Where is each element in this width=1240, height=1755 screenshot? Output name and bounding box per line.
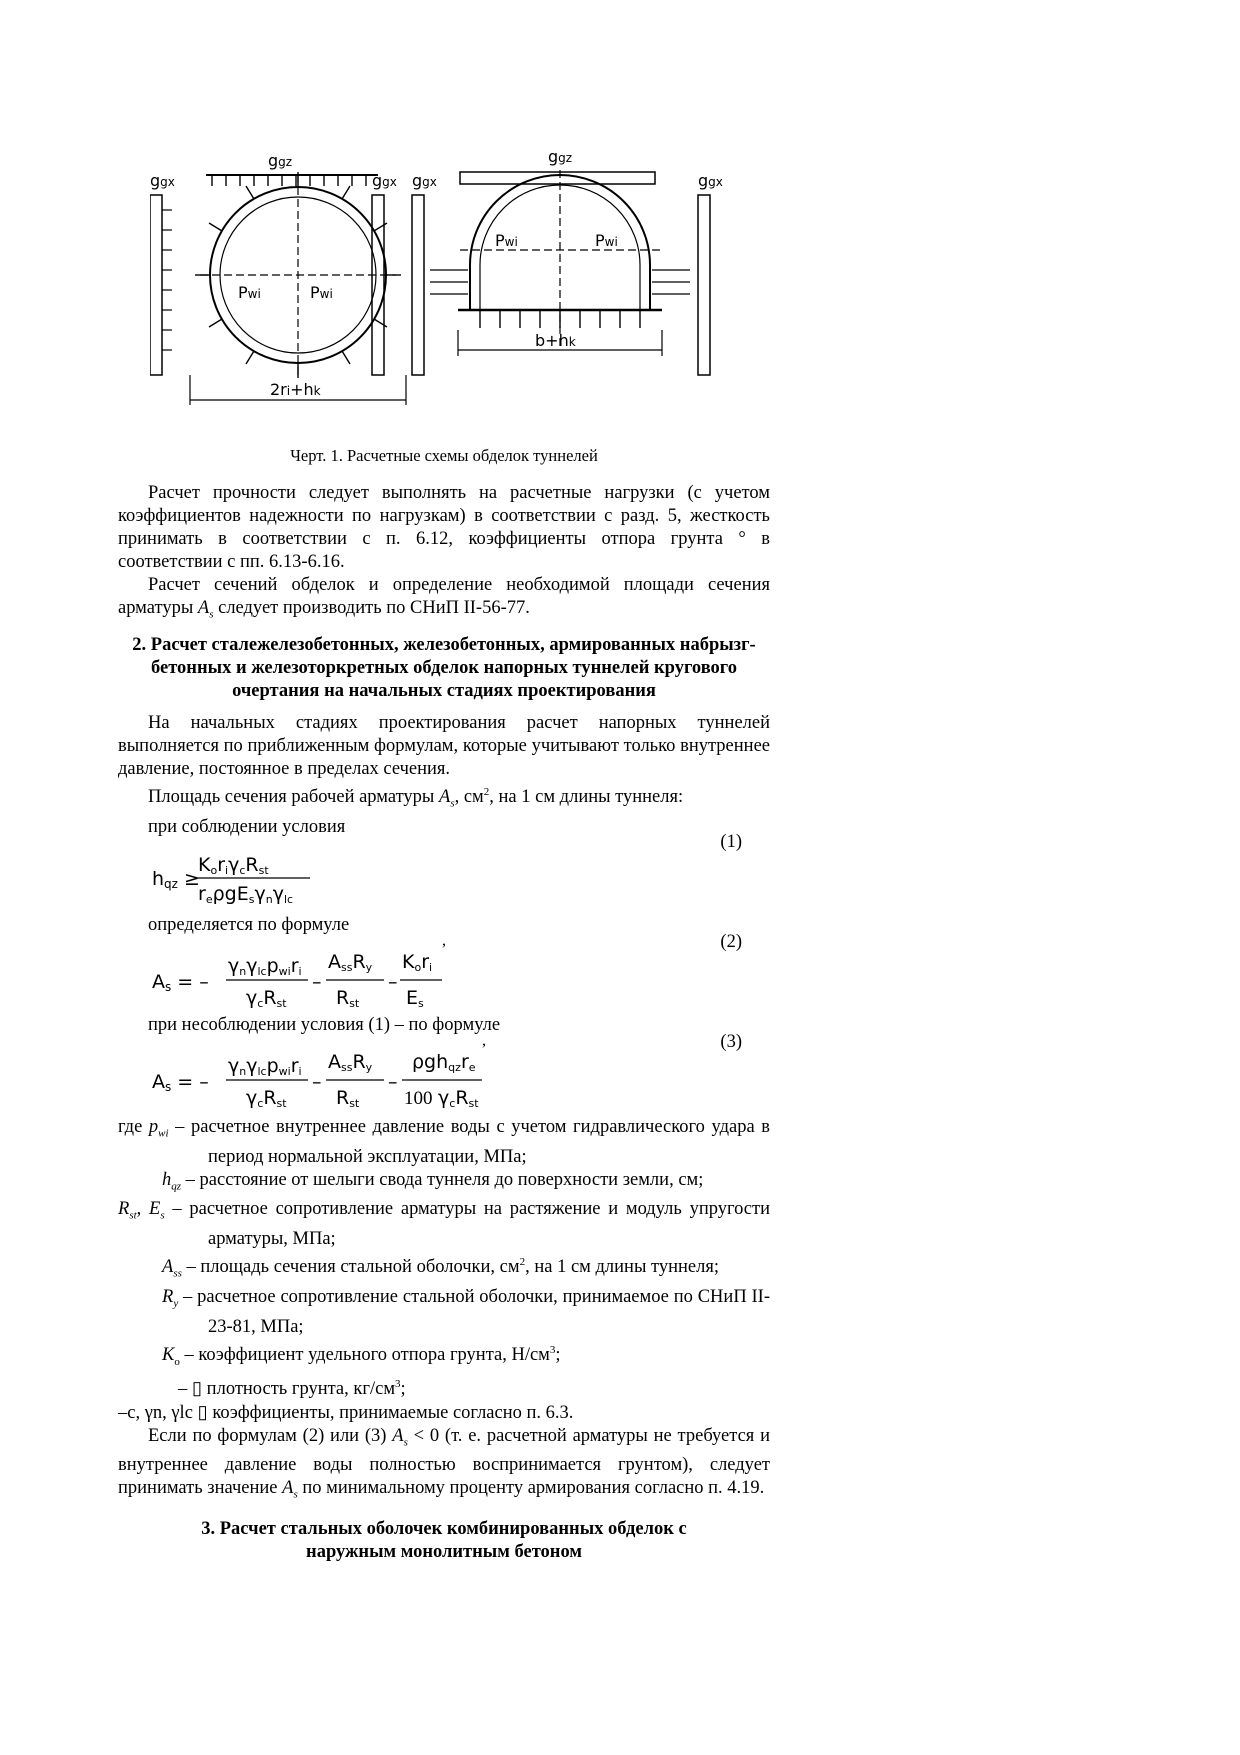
svg-text:γnγlcpwiri: γnγlcpwiri xyxy=(228,1055,302,1078)
text-block-1 xyxy=(118,482,770,627)
svg-text:γnγlcpwiri: γnγlcpwiri xyxy=(228,955,302,978)
equation-3: (3) , As = – γnγlcpwiri γcRst – AssRy Rst – ρghqzre 100 γcRst xyxy=(150,1032,770,1118)
equation-2: (2) , As = – γnγlcpwiri γcRst – AssRy Rst – Kori Es xyxy=(150,932,770,1016)
svg-text:AssRy: AssRy xyxy=(328,1051,373,1074)
label-dim-left: 2ri+hk xyxy=(270,380,321,399)
tunnel-scheme-figure xyxy=(150,150,750,410)
text-noncond: при несоблюдении условия (1) – по формуле xyxy=(148,1015,501,1035)
paragraph-3: На начальных стадиях проектирования расчет напорных туннелей выполняется по приближенным формулам, которые учитывают только внутреннее давление, постоянное в пределах сечения. xyxy=(118,713,770,779)
svg-text:γcRst: γcRst xyxy=(246,1087,287,1110)
svg-text:Es: Es xyxy=(406,987,424,1010)
label-g-gz-right: ggz xyxy=(548,150,573,166)
equation-1-formula xyxy=(150,838,470,918)
definitions-block xyxy=(118,1116,770,1507)
label-g-gx-left-right: ggx xyxy=(372,171,397,190)
text-block-2 xyxy=(118,712,770,839)
paragraph-2: Расчет сечений обделок и определение необходимой площади сечения арматуры $A_s$ следует производить по СНиП II-56-77. xyxy=(118,575,770,621)
def-gamma: –c, γn, γlc ▯ коэффициенты, принимаемые согласно п. 6.3. xyxy=(118,1402,574,1423)
svg-text:γcRst: γcRst xyxy=(438,1087,479,1110)
heading-section-3: 3. Расчет стальных оболочек комбинированных обделок с наружным монолитным бетоном xyxy=(201,1519,687,1562)
svg-text:As = –: As = – xyxy=(152,1071,209,1094)
svg-text:reρgEsγnγlc: reρgEsγnγlc xyxy=(198,883,294,906)
label-dim-right: b+hk xyxy=(535,331,576,350)
label-g-gx-left: ggx xyxy=(150,171,175,190)
heading-section-2: 2. Расчет сталежелезобетонных, железобетонных, армированных набрызг-бетонных и железоторкретных обделок напорных туннелей кругового очертания на начальных стадиях проектирования xyxy=(132,635,756,701)
svg-text:Rst: Rst xyxy=(336,987,360,1010)
equation-2-formula xyxy=(150,938,490,1018)
label-pwi-right-b: Pwi xyxy=(595,231,618,250)
equation-3-number: (3) xyxy=(720,1032,742,1052)
label-g-gx-right-a: ggx xyxy=(412,171,437,190)
svg-text:γcRst: γcRst xyxy=(246,987,287,1010)
equation-2-number: (2) xyxy=(720,932,742,952)
equation-1-number: (1) xyxy=(720,832,742,852)
label-g-gz-left: ggz xyxy=(268,151,293,170)
paragraph-4: Площадь сечения рабочей арматуры $A_s$, $см^2$, на 1 см длины туннеля: xyxy=(148,786,684,810)
label-g-gx-right-b: ggx xyxy=(698,171,723,190)
def-ass: $A_{ss}$ – площадь сечения стальной оболочки, $см^2$, на 1 см длины туннеля; xyxy=(162,1256,719,1280)
svg-text:100: 100 xyxy=(404,1088,433,1109)
def-rst-es: $R_{st}$, $E_s$ – расчетное сопротивление арматуры на растяжение и модуль упругости арматуры, МПа; xyxy=(118,1199,771,1250)
svg-text:–: – xyxy=(388,1071,398,1093)
def-hqz: $h_{qz}$ – расстояние от шелыги свода туннеля до поверхности земли, см; xyxy=(162,1169,704,1193)
svg-text:ρghqzre: ρghqzre xyxy=(412,1051,476,1074)
svg-text:–: – xyxy=(312,971,322,993)
svg-text:–: – xyxy=(312,1071,322,1093)
paragraph-1: Расчет прочности следует выполнять на расчетные нагрузки (с учетом коэффициентов надежности по нагрузкам) в соответствии с разд. 5, жесткость принимать в соответствии с п. 6.12, коэффициенты отпора грунта ° в соответствии с пп. 6.13-6.16. xyxy=(118,483,770,572)
label-pwi-left-b: Pwi xyxy=(310,283,333,302)
label-pwi-left-a: Pwi xyxy=(238,283,261,302)
svg-text:As = –: As = – xyxy=(152,971,209,994)
def-ko: $K_o$ – коэффициент удельного отпора грунта, $Н/см^3$; xyxy=(162,1343,561,1368)
svg-text:Rst: Rst xyxy=(336,1087,360,1110)
def-ry: $R_y$ – расчетное сопротивление стальной оболочки, принимаемое по СНиП II-23-81, МПа; xyxy=(162,1286,770,1337)
def-pwi: где $p_{wi}$ – расчетное внутреннее давление воды с учетом гидравлического удара в период нормальной эксплуатации, МПа; xyxy=(118,1117,770,1167)
equation-1 xyxy=(150,832,770,914)
svg-text:–: – xyxy=(388,971,398,993)
text-defined: определяется по формуле xyxy=(148,915,350,935)
label-pwi-right-a: Pwi xyxy=(495,231,518,250)
paragraph-5: Если по формулам (2) или (3) $A_s < 0$ (т. е. расчетной арматуры не требуется и внутреннее давление воды полностью воспринимается грунтом), следует принимать значение $A_s$ по минимальному проценту армирования согласно п. 4.19. xyxy=(118,1425,770,1501)
svg-text:hqz ≥: hqz ≥ xyxy=(152,868,200,891)
figure-caption: Черт. 1. Расчетные схемы обделок туннелей xyxy=(290,446,598,465)
svg-text:Kori: Kori xyxy=(402,951,433,974)
svg-text:KoriγcRst: KoriγcRst xyxy=(198,854,269,877)
svg-text:AssRy: AssRy xyxy=(328,951,373,974)
equation-3-formula xyxy=(150,1038,510,1118)
def-rho: – ▯ плотность грунта, $кг/см^3$; xyxy=(178,1378,406,1400)
condition-line: при соблюдении условия xyxy=(148,816,346,837)
